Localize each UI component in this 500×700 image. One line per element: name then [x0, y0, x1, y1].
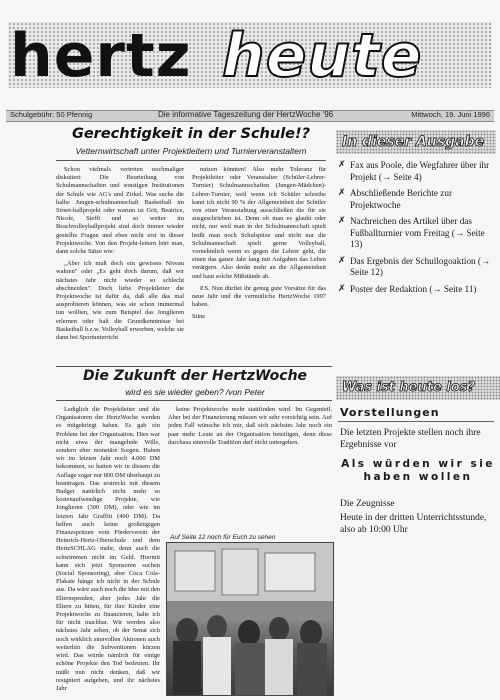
photo-caption: Auf Seite 12 noch für Euch zu sehen [170, 534, 276, 541]
contents-heading: In dieser Ausgabe [336, 130, 496, 154]
article1-paragraph: P.S. Nun dürftet ihr genug gute Vorsätze für das neue Jahr und die vermutliche HertzWoche 1997 haben. [192, 284, 326, 309]
article2-column1 [56, 406, 160, 698]
today-emphasis: Als würden wir sie haben wollen [341, 458, 495, 483]
vorstellungen-heading: Vorstellungen [340, 406, 440, 419]
article1-subtitle: Vetternwirtschaft unter Projektleitern und Turnierveranstaltern [75, 146, 307, 156]
article1-paragraph: Schon vielmals vertreten nochmaliger diskutiert: Die Beurteilung von Schulmannschaften und sonstigen Institutionen der Schule wie AG's und Zirkel. Was suche die halbe Jungen-schulmannschaft Basketball im Street-ballprojekt oder warum ist Grit, Beatrice, Nicole, Steffi und so weiter im Beachvolleyballprojekt sind doch immer wieder gestellte Fragen und eben nicht erst in dieser Projektwoche. Von den Projekt-leitern hört man, dann solche Sätze wie: [56, 166, 184, 256]
divider [56, 160, 326, 161]
article2-paragraph: Lediglich die Projektleiter und die Organisatoren der HertzWoche werden es mitgekriegt haben. Es gab ein Problem bei der Organisation. Dies war nicht etwa der mangelnde Wille, sondern eher monetäre Sorgen. Haben wir im letzten Jahr noch 4.600 DM bekommen, so hatten wir in diesem die Auflage sogar nur 800 DM überhaupt zu beantragen. Das erstreckt mit diesem Budget natürlich nicht mehr so kostenaufwendige Projekte, wie Jonglieren (300 DM), oder wie im letzten Jahr Graffiti (400 DM). Da helfen auch keine großzügigen Finanzspritzen vom Förderverein der Heinrich-Hertz-Oberschule und dem HertzSCHLAG mehr, denn auch die schwimmen nicht im Geld. Hiermit kann sich jetzt Sponsoren suchen (Social Sponsoring), aber Coca Cola-Plakate hänge ich nicht in der Schule aus. Da wäre auch noch die Idee mit den Elternspenden, aber jedes Jahr die Eltern zu bitten, für ihre Kinder eine Projektwoche zu finanzieren, halte ich für nicht machbar. Wir werden also nächstes Jahr sehen, ob der Senat sich noch wirklich sinnvollen Aktionen auch weiterhin die Subventionen kürzen wird. Das würde nämlich für einige schöne Projekte den Tod bedeuten. Ihr müßt nun nicht denken, daß wir resigniert aufgeben, und ihr nächstes Jahr [56, 406, 160, 692]
divider [56, 400, 332, 401]
article2-subtitle: wird es sie wieder geben? /von Peter [125, 387, 265, 397]
photo-scene [167, 543, 333, 695]
divider [56, 366, 332, 367]
article1-column2 [192, 166, 326, 362]
tagline: Die informative Tageszeitung der HertzWoche '96 [158, 110, 334, 119]
issue-date: Mittwoch, 19. Juni 1996 [411, 110, 490, 119]
contents-item: ✗ Nachreichen des Artikel über das Fußballturnier vom Freitag (→ Seite 13) [338, 216, 485, 249]
cross-icon: ✗ [338, 188, 346, 198]
today-heading: Was ist heute los? [336, 376, 500, 400]
contents-item: ✗ Poster der Redaktion (→ Seite 11) [338, 283, 477, 294]
article1-author: Stine [192, 313, 206, 321]
price-label: Schulgebühr: 50 Pfennig [10, 110, 93, 119]
contents-item: ✗ Fax aus Poole, die Wegfahrer über ihr Projekt (→ Seite 4) [338, 160, 490, 182]
cross-icon: ✗ [338, 160, 346, 170]
zeugnisse-text: Heute in der dritten Unterrichtsstunde, also ab 10:00 Uhr [340, 513, 487, 535]
contents-list [336, 160, 496, 295]
cross-icon: ✗ [338, 283, 346, 294]
group-photo [166, 542, 334, 696]
contents-item: ✗ Abschließende Berichte zur Projektwoche [338, 188, 453, 210]
article1-paragraph: nutzen könnten! Also mehr Toleranz für Projektleiter oder Veranstalter (Schüler-Lehrer-Turnier) Schulmannschaften (Jungen-Mädchen)-Lehrer-Turnier, weil wenn ich Schüler schreibe kann ich nicht 90 % der Allgemeinheit der Schüler von einer Veranstaltung ausschließen die für sie ausgeschrieben ist. Denn ob man es glaubt oder nicht, nur weil man in der Schulmannschaft spielt heißt man noch Schulspitze und nicht nur die Schulmannschaft spielt gerne Volleyball, vornehmlich wenn es gegen die Lehrer geht, die einen das ganze Jahr lang mit Aufgaben das Leben verärgern. Also denkt mehr an die Allgemeinheit und baut solche Mißstände ab. [192, 166, 326, 280]
logo-heute: heute [222, 21, 423, 91]
contents-item: ✗ Das Ergebnis der Schullogoaktion (→ Seite 12) [338, 255, 491, 277]
masthead [0, 0, 500, 118]
contents-sidebar [336, 130, 496, 300]
cross-icon: ✗ [338, 255, 346, 266]
article1-column1 [56, 166, 184, 362]
logo-hertz: hertz [10, 21, 192, 91]
article1-paragraph: „Aber ich muß doch ein gewisses Niveau wahren" oder „Es geht doch darum, daß wir nächstes Jahr nicht wieder so schlecht abschneiden". Doch liebe Projektleiter die Projektwoche ist dafür da, daß alle das mal ausprobieren können, was sie schon immermal tun wollten, wie zum Beispiel das Jonglieren erlernen oder halt die Grundkenntnisse bei Basketball b.z.w. Volleyball erwerben, welche sie dann bei Sportunterricht [56, 260, 184, 342]
article1-title: Gerechtigkeit in der Schule!? [71, 126, 311, 142]
today-text1: Die letzten Projekte stellen noch ihre Ergebnisse vor [340, 428, 481, 450]
article2-column2 [168, 406, 332, 530]
divider [338, 421, 494, 422]
zeugnisse-title: Die Zeugnisse [340, 499, 395, 509]
article2-title: Die Zukunft der HertzWoche [82, 368, 308, 384]
article2-paragraph: keine Projektwoche mehr stattfinden wird. Im Gegenteil. Aber bei der Finanzierung müssen wir sehr vorsichtig sein. Auf jeden Fall wünsche ich mir, daß sich nächstes Jahr noch ein paar mehr Leute an der Organisation beteiligen, denn diese durchaus sinnvolle Tradition darf nicht untergehen. [168, 406, 332, 446]
cross-icon: ✗ [338, 216, 346, 226]
